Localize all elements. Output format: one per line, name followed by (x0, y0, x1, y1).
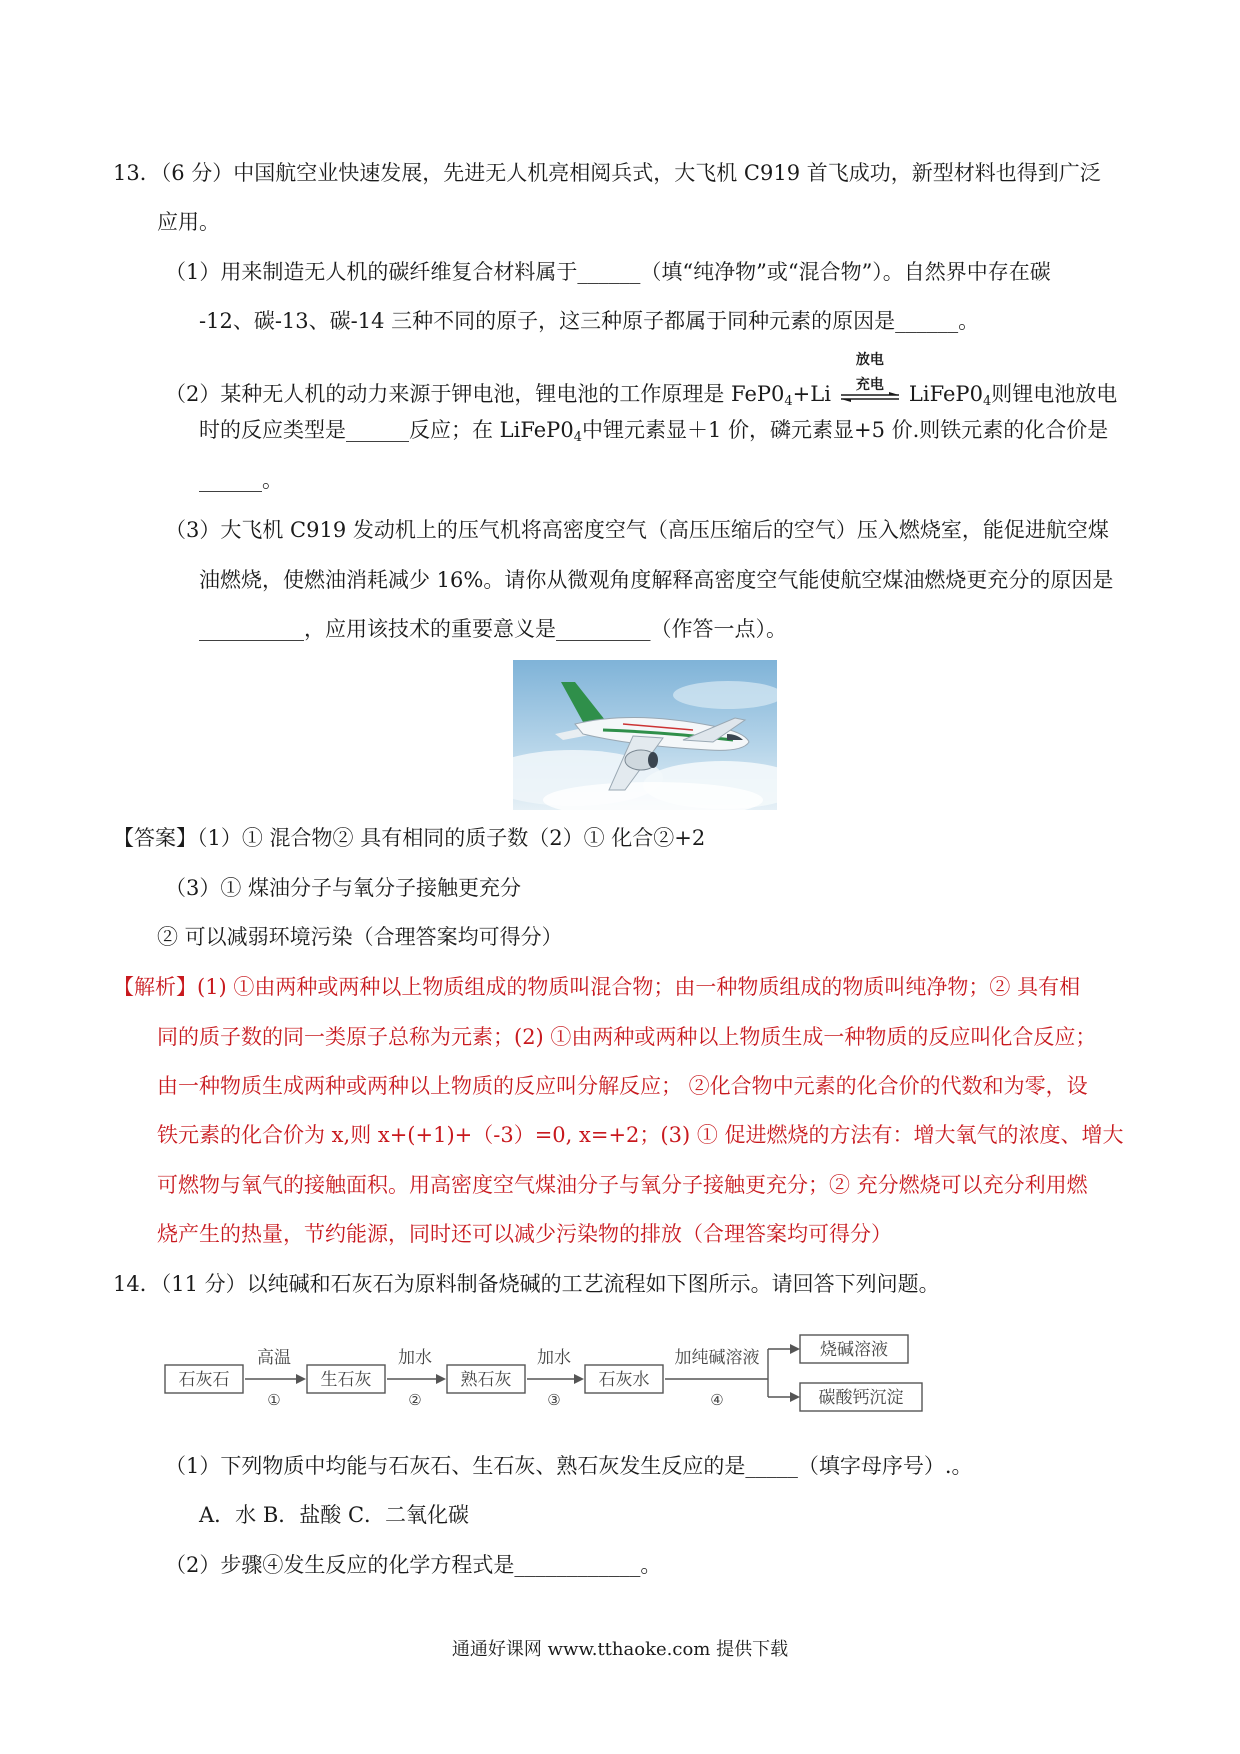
flow-arrow4-label: 加纯碱溶液 (674, 1348, 760, 1368)
flow-arrow1-step: ① (267, 1391, 281, 1409)
q13-analysis-line2: 同的质子数的同一类原子总称为元素；(2) ①由两种或两种以上物质生成一种物质的反应叫化合反应； (157, 1025, 1097, 1049)
q13-part2-line3: ______。 (199, 468, 283, 492)
q13-part3-line1: （3）大飞机 C919 发动机上的压气机将高密度空气（高压压缩后的空气）压入燃烧室，能促进航空煤 (165, 518, 1109, 542)
q13-part2-text-a: （2）某种无人机的动力来源于钾电池，锂电池的工作原理是 FeP0 (165, 382, 785, 406)
q13-part2-text-c: 则锂电池放电 (991, 382, 1118, 406)
q14-part1: （1）下列物质中均能与石灰石、生石灰、熟石灰发生反应的是_____（填字母序号）.。 (165, 1454, 973, 1478)
subscript-4: 4 (982, 394, 992, 409)
arrow-icon (574, 1374, 584, 1384)
q13-part3-line3: __________，应用该技术的重要意义是_________（作答一点）。 (199, 617, 787, 641)
q13-answer-line3: ② 可以减弱环境污染（合理答案均可得分） (157, 925, 563, 949)
q13-part2-line2 (199, 415, 1108, 453)
flow-arrow3-step: ③ (547, 1391, 561, 1409)
double-arrow-icon (839, 392, 901, 402)
subscript-4: 4 (573, 430, 582, 445)
flow-label-caustic-soda: 烧碱溶液 (820, 1340, 888, 1360)
q13-part1-line2: -12、碳-13、碳-14 三种不同的原子，这三种原子都属于同种元素的原因是______。 (199, 309, 980, 333)
q13-analysis-line1: 【解析】(1) ①由两种或两种以上物质组成的物质叫混合物；由一种物质组成的物质叫纯净物；② 具有相 (113, 975, 1081, 999)
flow-arrow1-label: 高温 (257, 1348, 291, 1368)
q13-part3-line2: 油燃烧，使燃油消耗减少 16%。请你从微观角度解释高密度空气能使航空煤油燃烧更充分的原因是 (199, 568, 1114, 592)
q13-answer-line2: （3）① 煤油分子与氧分子接触更充分 (165, 876, 522, 900)
reversible-reaction-arrow (837, 352, 903, 409)
q13-part2-text-b: +Li (792, 382, 831, 406)
flow-arrow2-step: ② (408, 1391, 422, 1409)
q13-answer-line1: 【答案】（1）① 混合物② 具有相同的质子数（2）① 化合②+2 (113, 826, 706, 850)
q14-options: A．水 B．盐酸 C．二氧化碳 (199, 1503, 470, 1527)
process-flow-diagram (160, 1333, 935, 1433)
q13-part2-text-d: 时的反应类型是______反应；在 LiFeP0 (199, 418, 574, 442)
arrow-icon (296, 1374, 306, 1384)
flow-label-limestone: 石灰石 (178, 1370, 230, 1390)
q13-analysis-line6: 烧产生的热量，节约能源，同时还可以减少污染物的排放（合理答案均可得分） (157, 1222, 892, 1246)
airplane-image (513, 660, 777, 810)
q13-part2-text-e: 中锂元素显＋1 价，磷元素显+5 价.则铁元素的化合价是 (581, 418, 1109, 442)
flow-arrow2-label: 加水 (398, 1348, 432, 1368)
flow-arrow4-step: ④ (710, 1391, 724, 1409)
flow-arrow3-label: 加水 (537, 1348, 571, 1368)
arrow-label-charge: 充电 (855, 377, 884, 393)
q14-stem: 14．（11 分）以纯碱和石灰石为原料制备烧碱的工艺流程如下图所示。请回答下列问题。 (113, 1272, 940, 1296)
arrow-icon (436, 1374, 446, 1384)
flow-label-slaked-lime: 熟石灰 (460, 1370, 512, 1390)
q13-stem-line1: 13．（6 分）中国航空业快速发展，先进无人机亮相阅兵式，大飞机 C919 首飞成功，新型材料也得到广泛 (113, 161, 1101, 185)
q13-analysis-line4: 铁元素的化合价为 x,则 x+(+1)+（-3）=0, x=+2；(3) ① 促进燃烧的方法有：增大氧气的浓度、增大 (157, 1123, 1124, 1147)
arrow-icon (790, 1344, 800, 1354)
flow-label-quicklime: 生石灰 (320, 1370, 372, 1390)
arrow-label-discharge: 放电 (855, 352, 884, 368)
q13-stem-line2: 应用。 (157, 210, 220, 234)
q13-analysis-line5: 可燃物与氧气的接触面积。用高密度空气煤油分子与氧分子接触更充分；② 充分燃烧可以充分利用燃 (157, 1173, 1088, 1197)
arrow-icon (790, 1392, 800, 1402)
page-footer: 通通好课网 www.tthaoke.com 提供下载 (451, 1639, 789, 1660)
flow-label-calcium-carbonate: 碳酸钙沉淀 (818, 1388, 904, 1408)
flow-label-limewater: 石灰水 (598, 1370, 650, 1390)
subscript-4: 4 (784, 394, 793, 409)
q13-part2-product: LiFeP0 (908, 382, 983, 406)
q13-part2-line1 (165, 352, 1118, 417)
q13-part1-line1: （1）用来制造无人机的碳纤维复合材料属于______（填“纯净物”或“混合物”）。自然界中存在碳 (165, 260, 1051, 284)
q13-analysis-line3: 由一种物质生成两种或两种以上物质的反应叫分解反应； ②化合物中元素的化合价的代数和为零，设 (157, 1074, 1088, 1098)
q14-part2: （2）步骤④发生反应的化学方程式是____________。 (165, 1553, 662, 1577)
